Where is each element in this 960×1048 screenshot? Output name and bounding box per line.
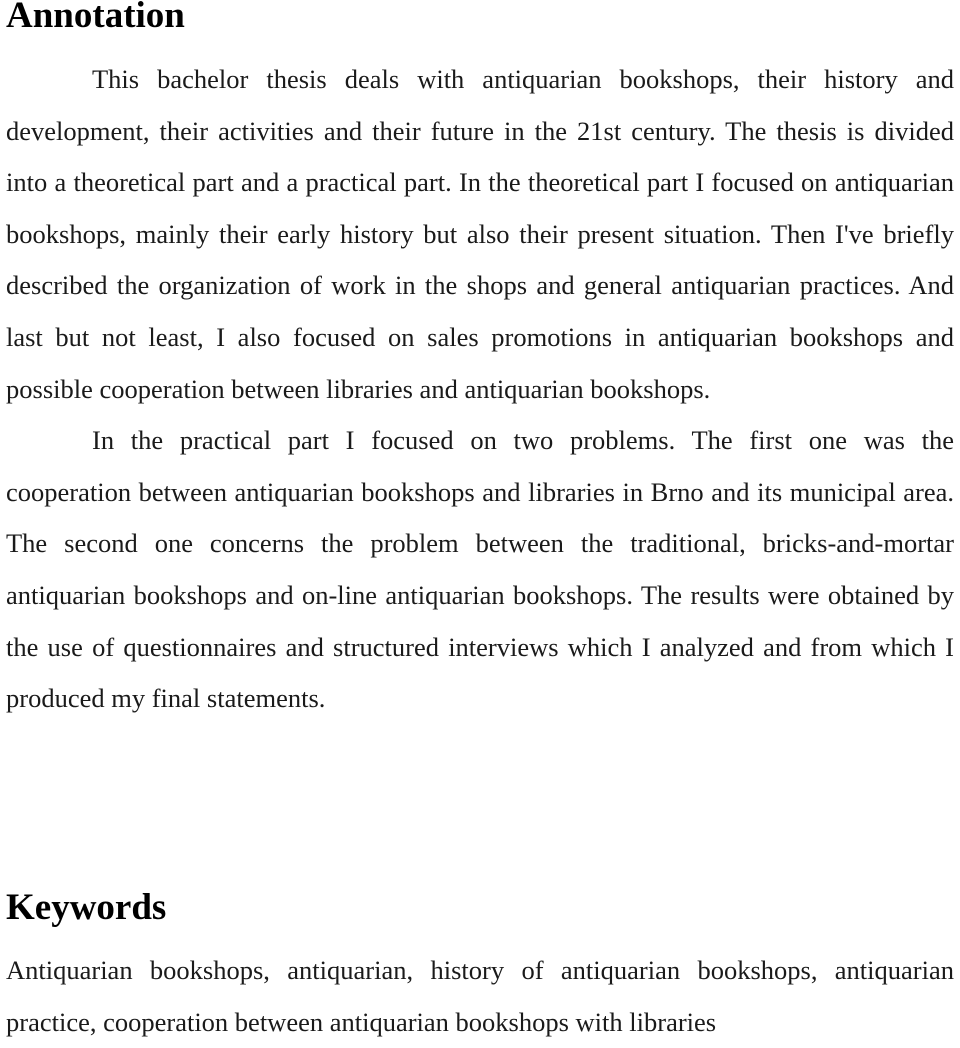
annotation-heading: Annotation: [6, 0, 185, 36]
keywords-body: [6, 945, 954, 1048]
keywords-text: Antiquarian bookshops, antiquarian, history of antiquarian bookshops, antiquarian practice, cooperation between antiquarian bookshops with libraries: [6, 955, 954, 1037]
annotation-paragraph-2: In the practical part I focused on two problems. The first one was the cooperation between antiquarian bookshops and libraries in Brno and its municipal area. The second one concerns the problem between the traditional, bricks-and-mortar antiquarian bookshops and on-line antiquarian bookshops. The results were obtained by the use of questionnaires and structured interviews which I analyzed and from which I produced my final statements.: [6, 425, 954, 714]
annotation-paragraph-1: This bachelor thesis deals with antiquarian bookshops, their history and development, their activities and their future in the 21st century. The thesis is divided into a theoretical part and a practical part. In the theoretical part I focused on antiquarian bookshops, mainly their early history but also their present situation. Then I've briefly described the organization of work in the shops and general antiquarian practices. And last but not least, I also focused on sales promotions in antiquarian bookshops and possible cooperation between libraries and antiquarian bookshops.: [6, 64, 954, 404]
annotation-body: [6, 54, 954, 725]
keywords-heading: Keywords: [6, 887, 167, 928]
